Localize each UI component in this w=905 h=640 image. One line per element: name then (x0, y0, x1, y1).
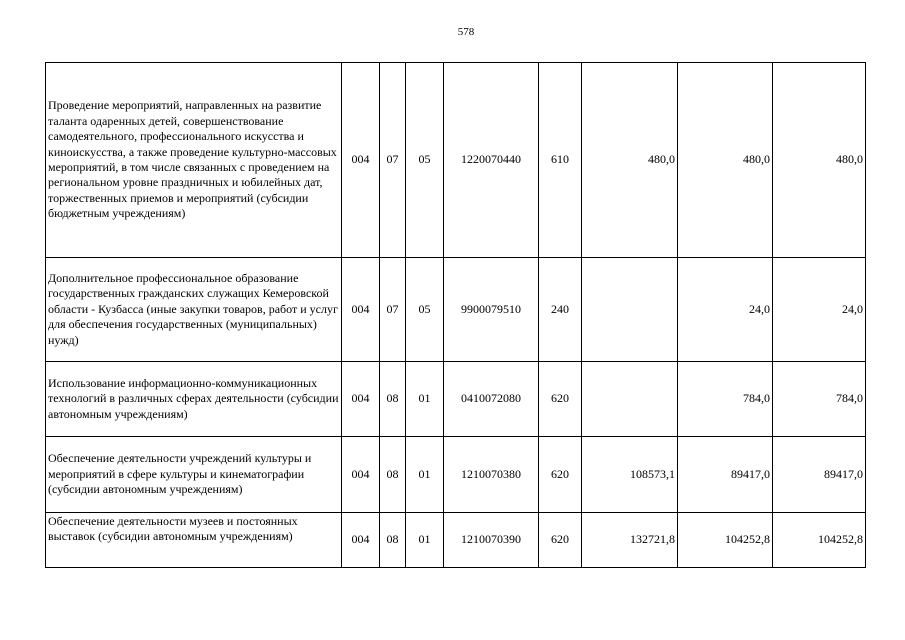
table-row (46, 63, 866, 258)
amount-year-3: 104252,8 (773, 513, 866, 568)
amount-year-2: 104252,8 (678, 513, 773, 568)
ministry-code: 004 (342, 437, 380, 513)
row-description: Проведение мероприятий, направленных на развитие таланта одаренных детей, совершенствование самодеятельного, профессионального искусства и киноискусства, а также проведение культурно-массовых мероприятий, в том числе связанных с проведением на региональном уровне праздничных и юбилейных дат, торжественных приемов и мероприятий (субсидии бюджетным учреждениям) (46, 63, 342, 258)
target-code: 1210070390 (444, 513, 539, 568)
amount-year-2: 480,0 (678, 63, 773, 258)
amount-year-2: 89417,0 (678, 437, 773, 513)
ministry-code: 004 (342, 513, 380, 568)
expense-type-code: 610 (539, 63, 582, 258)
amount-year-3: 480,0 (773, 63, 866, 258)
subsection-code: 05 (406, 258, 444, 362)
row-description: Обеспечение деятельности учреждений культуры и мероприятий в сфере культуры и кинематографии (субсидии автономным учреждениям) (46, 437, 342, 513)
table-row (46, 362, 866, 437)
subsection-code: 01 (406, 362, 444, 437)
amount-year-2: 24,0 (678, 258, 773, 362)
budget-table (45, 62, 866, 568)
expense-type-code: 620 (539, 437, 582, 513)
subsection-code: 01 (406, 513, 444, 568)
section-code: 08 (380, 437, 406, 513)
amount-year-1 (582, 362, 678, 437)
target-code: 1220070440 (444, 63, 539, 258)
target-code: 9900079510 (444, 258, 539, 362)
table-row (46, 513, 866, 568)
amount-year-3: 784,0 (773, 362, 866, 437)
amount-year-1: 132721,8 (582, 513, 678, 568)
subsection-code: 05 (406, 63, 444, 258)
expense-type-code: 620 (539, 513, 582, 568)
table-row (46, 258, 866, 362)
expense-type-code: 240 (539, 258, 582, 362)
expense-type-code: 620 (539, 362, 582, 437)
row-description: Использование информационно-коммуникационных технологий в различных сферах деятельности (субсидии автономным учреждениям) (46, 362, 342, 437)
amount-year-1 (582, 258, 678, 362)
table-row (46, 437, 866, 513)
amount-year-1: 108573,1 (582, 437, 678, 513)
row-description: Обеспечение деятельности музеев и постоянных выставок (субсидии автономным учреждениям) (46, 513, 342, 568)
amount-year-2: 784,0 (678, 362, 773, 437)
amount-year-3: 24,0 (773, 258, 866, 362)
section-code: 07 (380, 258, 406, 362)
section-code: 08 (380, 362, 406, 437)
row-description: Дополнительное профессиональное образование государственных гражданских служащих Кемеровской области - Кузбасса (иные закупки товаров, работ и услуг для обеспечения государственных (муниципальных) нужд) (46, 258, 342, 362)
page-number: 578 (457, 26, 475, 38)
target-code: 0410072080 (444, 362, 539, 437)
target-code: 1210070380 (444, 437, 539, 513)
section-code: 08 (380, 513, 406, 568)
section-code: 07 (380, 63, 406, 258)
amount-year-1: 480,0 (582, 63, 678, 258)
amount-year-3: 89417,0 (773, 437, 866, 513)
ministry-code: 004 (342, 258, 380, 362)
subsection-code: 01 (406, 437, 444, 513)
ministry-code: 004 (342, 63, 380, 258)
ministry-code: 004 (342, 362, 380, 437)
